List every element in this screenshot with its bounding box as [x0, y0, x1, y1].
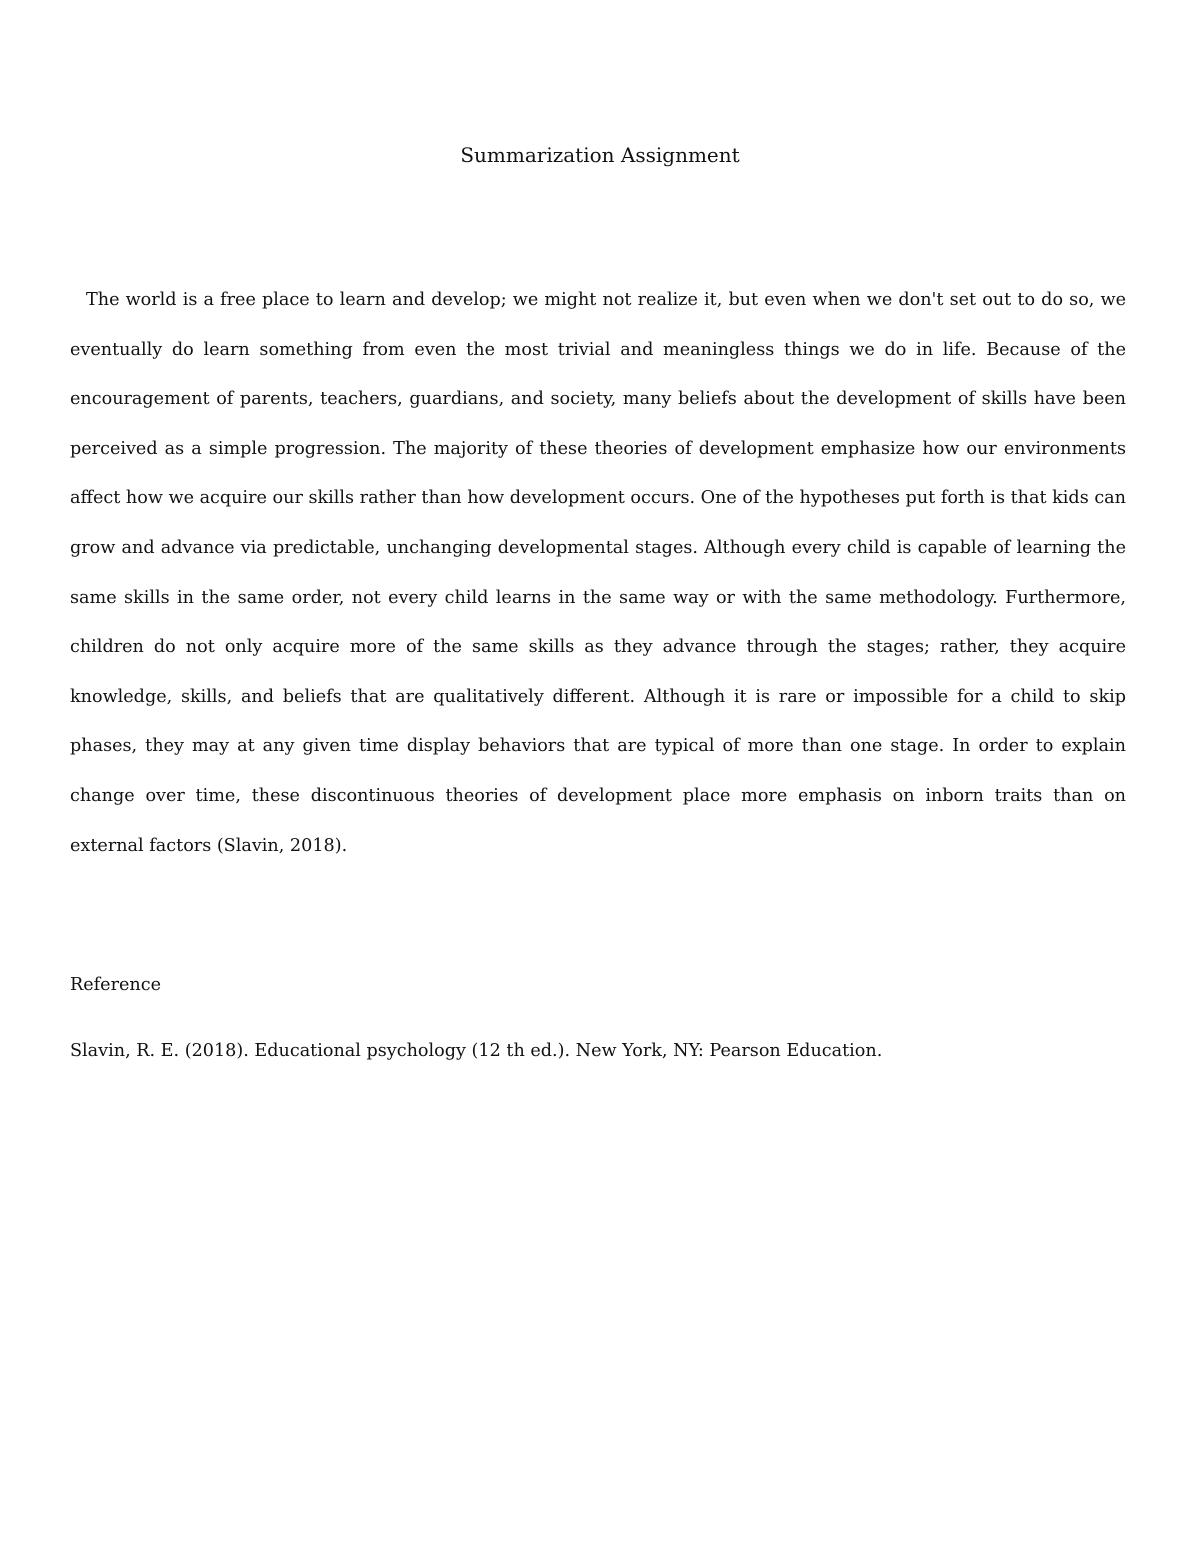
document-title: Summarization Assignment	[460, 143, 740, 167]
reference-heading: Reference	[70, 975, 162, 995]
body-paragraph: The world is a free place to learn and develop; we might not realize it, but even when we don't set out to do so, we eventually do learn something from even the most trivial and meaningless things we do in life. Because of the encouragement of parents, teachers, guardians, and society, many beliefs about the development of skills have been perceived as a simple progression. The majority of these theories of development emphasize how our environments affect how we acquire our skills rather than how development occurs. One of the hypotheses put forth is that kids can grow and advance via predictable, unchanging developmental stages. Although every child is capable of learning the same skills in the same order, not every child learns in the same way or with the same methodology. Furthermore, children do not only acquire more of the same skills as they advance through the stages; rather, they acquire knowledge, skills, and beliefs that are qualitatively different. Although it is rare or impossible for a child to skip phases, they may at any given time display behaviors that are typical of more than one stage. In order to explain change over time, these discontinuous theories of development place more emphasis on inborn traits than on external factors (Slavin, 2018).	[70, 290, 1126, 856]
reference-entry: Slavin, R. E. (2018). Educational psychology (12 th ed.). New York, NY: Pearson Education.	[70, 1041, 883, 1061]
